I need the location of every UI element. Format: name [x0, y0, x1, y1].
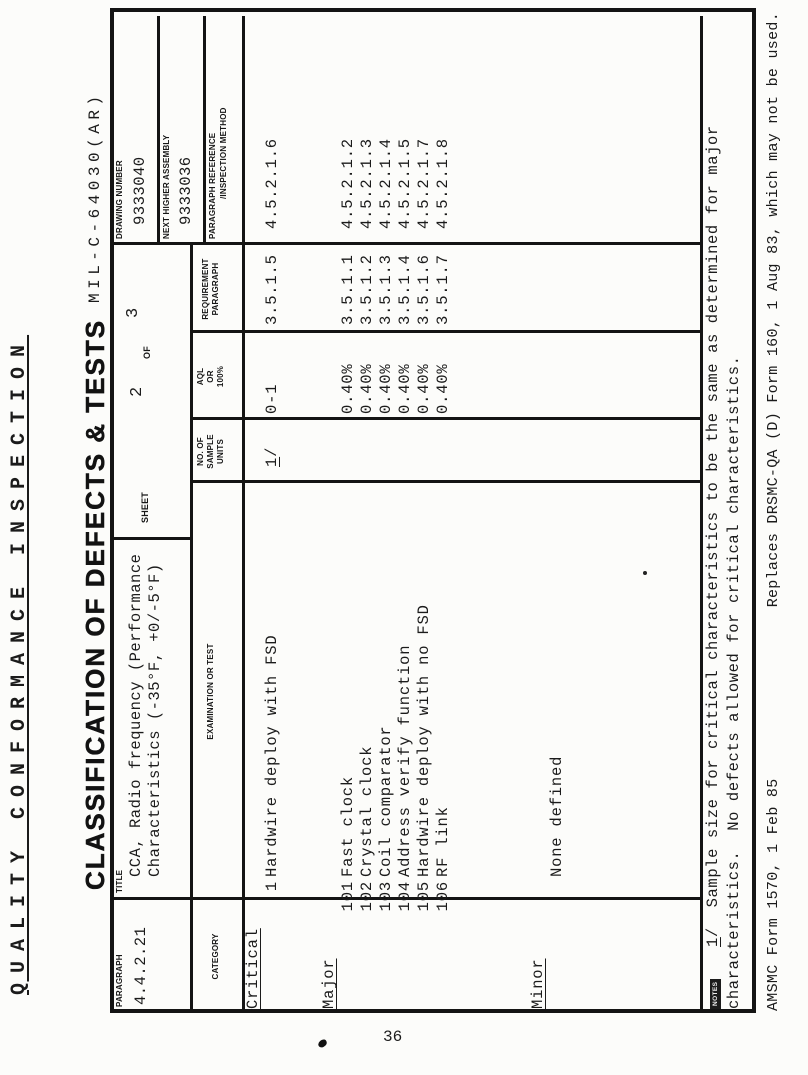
form-number-footer: AMSMC Form 1570, 1 Feb 85 [765, 778, 782, 1011]
defect-number: 103 [377, 881, 395, 912]
examination-text: Address verify function [396, 644, 414, 877]
page-number: 36 [383, 1028, 403, 1046]
sample-units-value: 1/ [263, 446, 281, 467]
grid-line-nha-bottom [203, 16, 206, 245]
table-row [339, 16, 358, 1013]
spec-number: MIL-C-64030(AR) [86, 91, 104, 303]
drawing-number-label: DRAWING NUMBER [115, 160, 124, 239]
title-line2: Characteristics (-35°F, +0/-5°F) [146, 563, 164, 877]
defect-number: 1 [263, 881, 281, 892]
column-header-reference-line2: /INSPECTION METHOD [219, 107, 228, 199]
table-row [491, 16, 510, 1013]
paragraph-reference-value: 4.5.2.1.4 [377, 138, 395, 229]
table-row [244, 16, 263, 1013]
defect-number: 105 [415, 881, 433, 912]
aql-value: 0-1 [263, 383, 281, 414]
ink-dot [643, 571, 647, 575]
notes-line1-text: Sample size for critical characteristics to be the same as determined for major [704, 125, 722, 928]
paragraph-reference-value: 4.5.2.1.7 [415, 138, 433, 229]
defect-number: 101 [339, 881, 357, 912]
grid-line-notes-top [700, 16, 703, 1013]
table-row [377, 16, 396, 1013]
table-row [510, 16, 529, 1013]
paragraph-reference-value: 4.5.2.1.3 [358, 138, 376, 229]
paragraph-reference-value: 4.5.2.1.6 [263, 138, 281, 229]
grid-line-drawing-bottom [157, 16, 160, 245]
column-header-examination: EXAMINATION OR TEST [206, 643, 215, 740]
table-row [472, 16, 491, 1013]
examination-text: Fast clock [339, 775, 357, 877]
requirement-paragraph-value: 3.5.1.2 [358, 254, 376, 325]
paragraph-reference-value: 4.5.2.1.2 [339, 138, 357, 229]
form-title: CLASSIFICATION OF DEFECTS & TESTS [80, 318, 110, 890]
aql-value: 0.40% [339, 363, 357, 414]
next-higher-assembly-value: 9333036 [177, 156, 195, 225]
replaces-footer: Replaces DRSMC-QA (D) Form 160, 1 Aug 83, which may not be used. [765, 12, 782, 608]
aql-value: 0.40% [377, 363, 395, 414]
table-row [358, 16, 377, 1013]
title-line1: CCA, Radio frequency (Performance [127, 553, 145, 877]
category-heading: Major [320, 958, 338, 1009]
category-heading: Critical [244, 928, 262, 1009]
notes-line2: characteristics. No defects allowed for critical characteristics. [725, 355, 743, 1009]
examination-text: Coil comparator [377, 725, 395, 877]
notes-line1 [704, 125, 722, 947]
defect-number: 104 [396, 881, 414, 912]
page-title: QUALITY CONFORMANCE INSPECTION [8, 334, 31, 995]
aql-value: 0.40% [434, 363, 452, 414]
sheet-of-label: OF [142, 346, 152, 359]
table-row [320, 16, 339, 1013]
examination-text: Crystal clock [358, 745, 376, 877]
notes-label: NOTES [710, 979, 721, 1009]
paragraph-label: PARAGRAPH [115, 954, 124, 1007]
grid-line-row1-bottom [190, 242, 193, 1013]
defect-rows [244, 16, 567, 1013]
requirement-paragraph-value: 3.5.1.3 [377, 254, 395, 325]
notes-ref-number: 1 [704, 937, 722, 947]
notes-ref-slash: / [704, 927, 722, 938]
sheet-number: 2 [128, 386, 147, 397]
drawing-number-value: 9333040 [131, 156, 149, 225]
table-row [301, 16, 320, 1013]
table-row [548, 16, 567, 1013]
table-row [282, 16, 301, 1013]
requirement-paragraph-value: 3.5.1.4 [396, 254, 414, 325]
aql-value: 0.40% [415, 363, 433, 414]
examination-text: Hardwire deploy with FSD [263, 634, 281, 877]
table-row [434, 16, 453, 1013]
paragraph-value: 4.4.2.21 [132, 926, 150, 1005]
examination-text: RF link [434, 806, 452, 877]
table-row [263, 16, 282, 1013]
table-row [396, 16, 415, 1013]
column-header-sample-units: NO. OF SAMPLE UNITS [196, 434, 225, 469]
next-higher-assembly-label: NEXT HIGHER ASSEMBLY [162, 134, 171, 239]
defect-number: 102 [358, 881, 376, 912]
examination-text: Hardwire deploy with no FSD [415, 604, 433, 877]
sheet-label: SHEET [140, 491, 150, 523]
aql-value: 0.40% [358, 363, 376, 414]
column-header-reference-line1: PARAGRAPH REFERENCE [208, 132, 217, 239]
requirement-paragraph-value: 3.5.1.5 [263, 254, 281, 325]
column-header-category: CATEGORY [211, 933, 220, 980]
requirement-paragraph-value: 3.5.1.1 [339, 254, 357, 325]
table-row [415, 16, 434, 1013]
requirement-paragraph-value: 3.5.1.7 [434, 254, 452, 325]
table-row [529, 16, 548, 1013]
table-row [453, 16, 472, 1013]
paragraph-reference-value: 4.5.2.1.8 [434, 138, 452, 229]
paragraph-reference-value: 4.5.2.1.5 [396, 138, 414, 229]
column-header-requirement: REQUIREMENT PARAGRAPH [201, 258, 220, 320]
examination-text: None defined [548, 755, 566, 877]
category-heading: Minor [529, 958, 547, 1009]
defect-number: 106 [434, 881, 452, 912]
aql-value: 0.40% [396, 363, 414, 414]
title-label: TITLE [115, 869, 124, 893]
sheet-total: 3 [124, 307, 143, 318]
grid-line-title-sheet [110, 537, 193, 540]
column-header-aql: AQL OR 100% [196, 365, 225, 388]
requirement-paragraph-value: 3.5.1.6 [415, 254, 433, 325]
